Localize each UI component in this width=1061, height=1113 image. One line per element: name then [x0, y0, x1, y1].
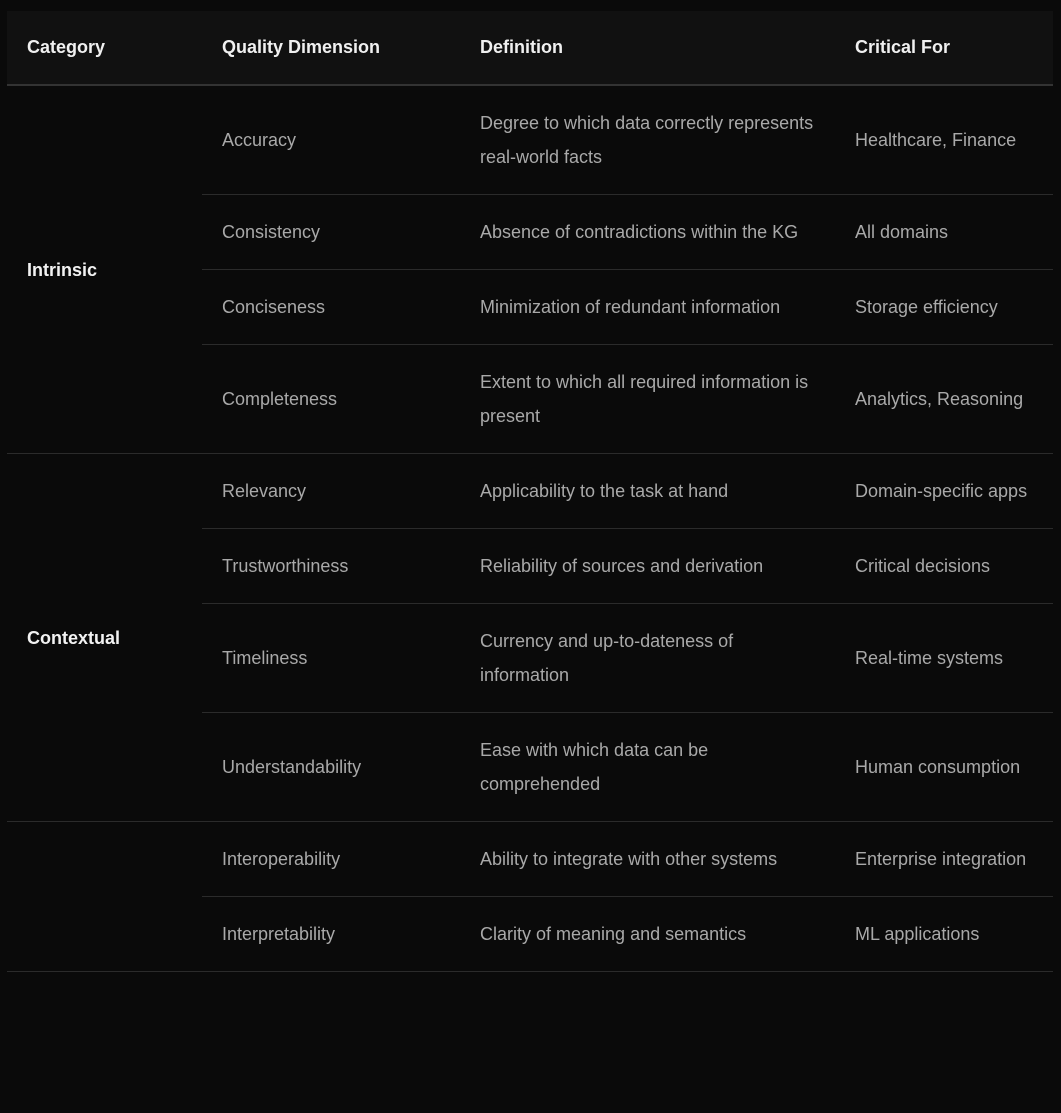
dimension-cell: Trustworthiness	[202, 529, 460, 604]
definition-cell: Ease with which data can be comprehended	[460, 713, 835, 822]
critical-for-cell: Storage efficiency	[835, 270, 1053, 345]
header-critical-for: Critical For	[835, 11, 1053, 85]
definition-cell: Clarity of meaning and semantics	[460, 897, 835, 972]
definition-cell: Minimization of redundant information	[460, 270, 835, 345]
header-definition: Definition	[460, 11, 835, 85]
critical-for-cell: Human consumption	[835, 713, 1053, 822]
dimension-cell: Interoperability	[202, 822, 460, 897]
critical-for-cell: Domain-specific apps	[835, 454, 1053, 529]
definition-cell: Applicability to the task at hand	[460, 454, 835, 529]
critical-for-cell: Enterprise integration	[835, 822, 1053, 897]
header-category: Category	[7, 11, 202, 85]
definition-cell: Degree to which data correctly represents real-world facts	[460, 85, 835, 195]
category-cell: Intrinsic	[7, 85, 202, 454]
table-body	[7, 85, 1053, 972]
category-cell: Contextual	[7, 454, 202, 822]
critical-for-cell: Healthcare, Finance	[835, 85, 1053, 195]
definition-cell: Reliability of sources and derivation	[460, 529, 835, 604]
table-header	[7, 11, 1053, 85]
critical-for-cell: Real-time systems	[835, 604, 1053, 713]
definition-cell: Ability to integrate with other systems	[460, 822, 835, 897]
definition-cell: Currency and up-to-dateness of information	[460, 604, 835, 713]
dimension-cell: Completeness	[202, 345, 460, 454]
dimension-cell: Accuracy	[202, 85, 460, 195]
dimension-cell: Consistency	[202, 195, 460, 270]
definition-cell: Extent to which all required information is present	[460, 345, 835, 454]
dimension-cell: Relevancy	[202, 454, 460, 529]
critical-for-cell: ML applications	[835, 897, 1053, 972]
table-row	[7, 85, 1053, 195]
table-row	[7, 822, 1053, 897]
table-row	[7, 454, 1053, 529]
dimension-cell: Interpretability	[202, 897, 460, 972]
header-quality-dimension: Quality Dimension	[202, 11, 460, 85]
quality-dimensions-table	[7, 11, 1053, 972]
dimension-cell: Timeliness	[202, 604, 460, 713]
dimension-cell: Understandability	[202, 713, 460, 822]
critical-for-cell: Critical decisions	[835, 529, 1053, 604]
category-cell	[7, 822, 202, 972]
critical-for-cell: Analytics, Reasoning	[835, 345, 1053, 454]
dimension-cell: Conciseness	[202, 270, 460, 345]
definition-cell: Absence of contradictions within the KG	[460, 195, 835, 270]
critical-for-cell: All domains	[835, 195, 1053, 270]
